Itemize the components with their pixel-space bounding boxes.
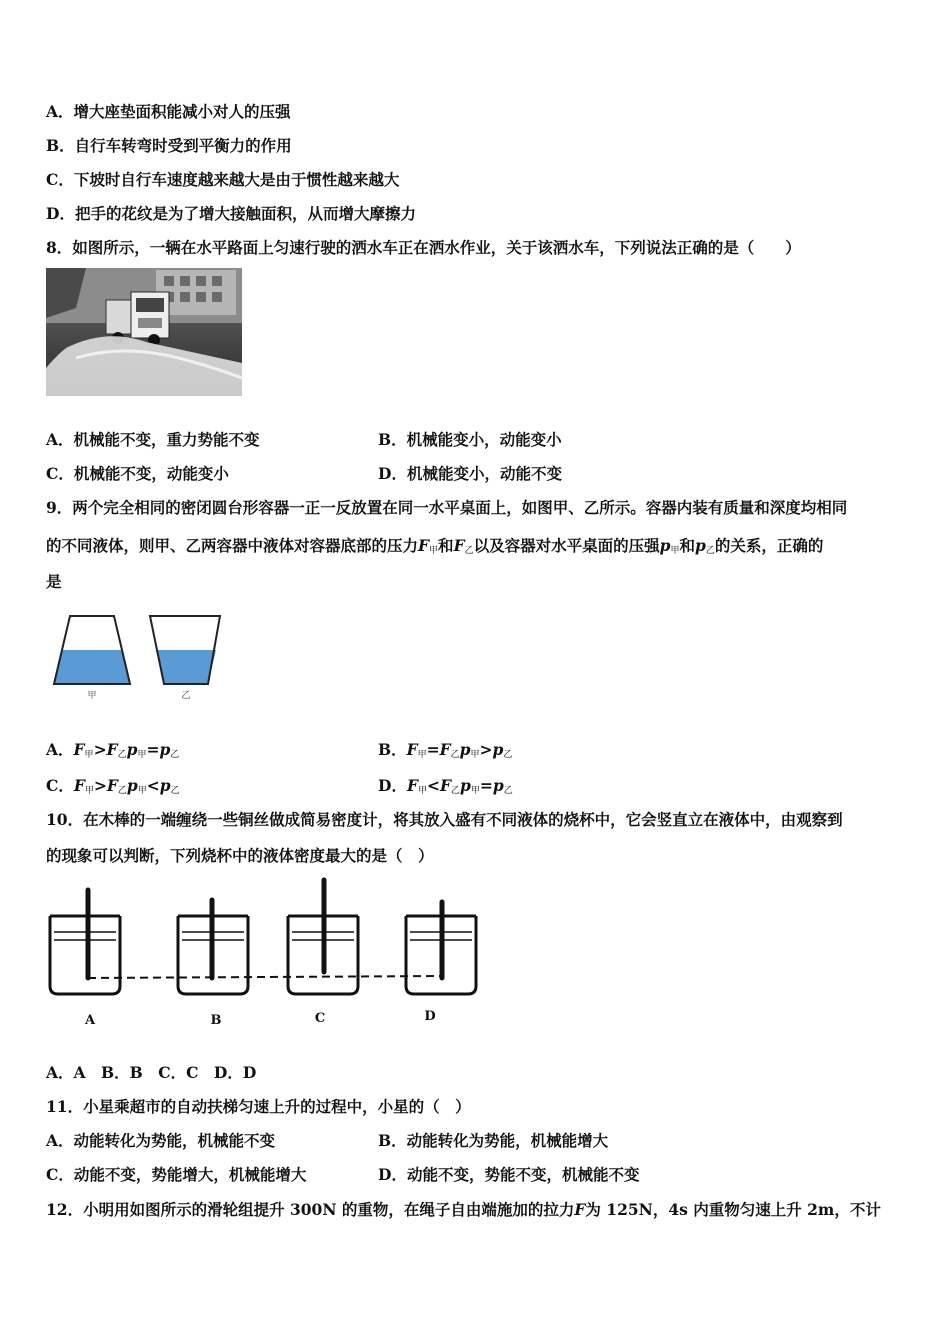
q9-option-b: B．$F_甲=F_乙p_甲>p_乙$	[378, 740, 513, 760]
q8-option-a: A．机械能不变，重力势能不变	[46, 430, 260, 449]
q8-option-c: C．机械能不变，动能变小	[46, 464, 229, 483]
q7-option-c: C．下坡时自行车速度越来越大是由于惯性越来越大	[46, 170, 400, 189]
container-jia-liquid	[54, 650, 130, 684]
container-yi-liquid	[156, 650, 216, 684]
q9-option-a: A．$F_甲>F_乙p_甲=p_乙$	[46, 740, 180, 760]
q11-option-d: D．动能不变，势能不变，机械能不变	[378, 1165, 640, 1184]
label-yi: 乙	[181, 691, 191, 701]
q9-stem-line1: 9．两个完全相同的密闭圆台形容器一正一反放置在同一水平桌面上，如图甲、乙所示。容器内装有质量和深度均相同	[46, 498, 848, 517]
q9-option-d: D．$F_甲<F_乙p_甲=p_乙$	[378, 776, 513, 796]
q8-option-b: B．机械能变小，动能变小	[378, 430, 562, 449]
beaker-a	[50, 916, 120, 994]
q11-option-a: A．动能转化为势能，机械能不变	[46, 1131, 276, 1150]
q9-stem-line3: 是	[46, 572, 62, 591]
reference-dashed-line	[88, 976, 444, 978]
q11-option-c: C．动能不变，势能增大，机械能增大	[46, 1165, 307, 1184]
q8-stem: 8．如图所示，一辆在水平路面上匀速行驶的洒水车正在洒水作业，关于该洒水车，下列说法正确的是（ ）	[46, 238, 801, 257]
q9-stem-line2: 的不同液体，则甲、乙两容器中液体对容器底部的压力$F_甲$和$F_乙$以及容器对水平桌面的压强$p_甲$和$p_乙$的关系，正确的	[46, 536, 824, 556]
beaker-label-b: B	[210, 1013, 222, 1028]
beaker-label-d: D	[424, 1009, 436, 1024]
beaker-label-c: C	[314, 1011, 326, 1026]
label-jia: 甲	[87, 691, 97, 701]
q9-option-c: C．$F_甲>F_乙p_甲<p_乙$	[46, 776, 180, 796]
q10-beakers-figure	[44, 874, 484, 1034]
q11-option-b: B．动能转化为势能，机械能增大	[378, 1131, 609, 1150]
q8-option-d: D．机械能变小，动能不变	[378, 464, 562, 483]
sprinkler-truck-photo	[46, 268, 242, 396]
q9-containers-figure	[52, 612, 232, 704]
q10-options: A．A B．B C．C D．D	[46, 1063, 257, 1082]
q7-option-d: D．把手的花纹是为了增大接触面积，从而增大摩擦力	[46, 204, 416, 223]
q10-stem-line1: 10．在木棒的一端缠绕一些铜丝做成简易密度计，将其放入盛有不同液体的烧杯中，它会竖直立在液体中，由观察到	[46, 810, 843, 829]
sprinkler-truck-image	[46, 268, 242, 396]
q10-stem-line2: 的现象可以判断，下列烧杯中的液体密度最大的是（ ）	[46, 846, 434, 865]
q12-stem: 12．小明用如图所示的滑轮组提升 300N 的重物，在绳子自由端施加的拉力F为 125N，4s 内重物匀速上升 2m，不计	[46, 1200, 881, 1219]
beaker-label-a: A	[84, 1013, 96, 1028]
q11-stem: 11．小星乘超市的自动扶梯匀速上升的过程中，小星的（ ）	[46, 1097, 471, 1116]
q7-option-b: B．自行车转弯时受到平衡力的作用	[46, 136, 292, 155]
q7-option-a: A．增大座垫面积能减小对人的压强	[46, 102, 291, 121]
